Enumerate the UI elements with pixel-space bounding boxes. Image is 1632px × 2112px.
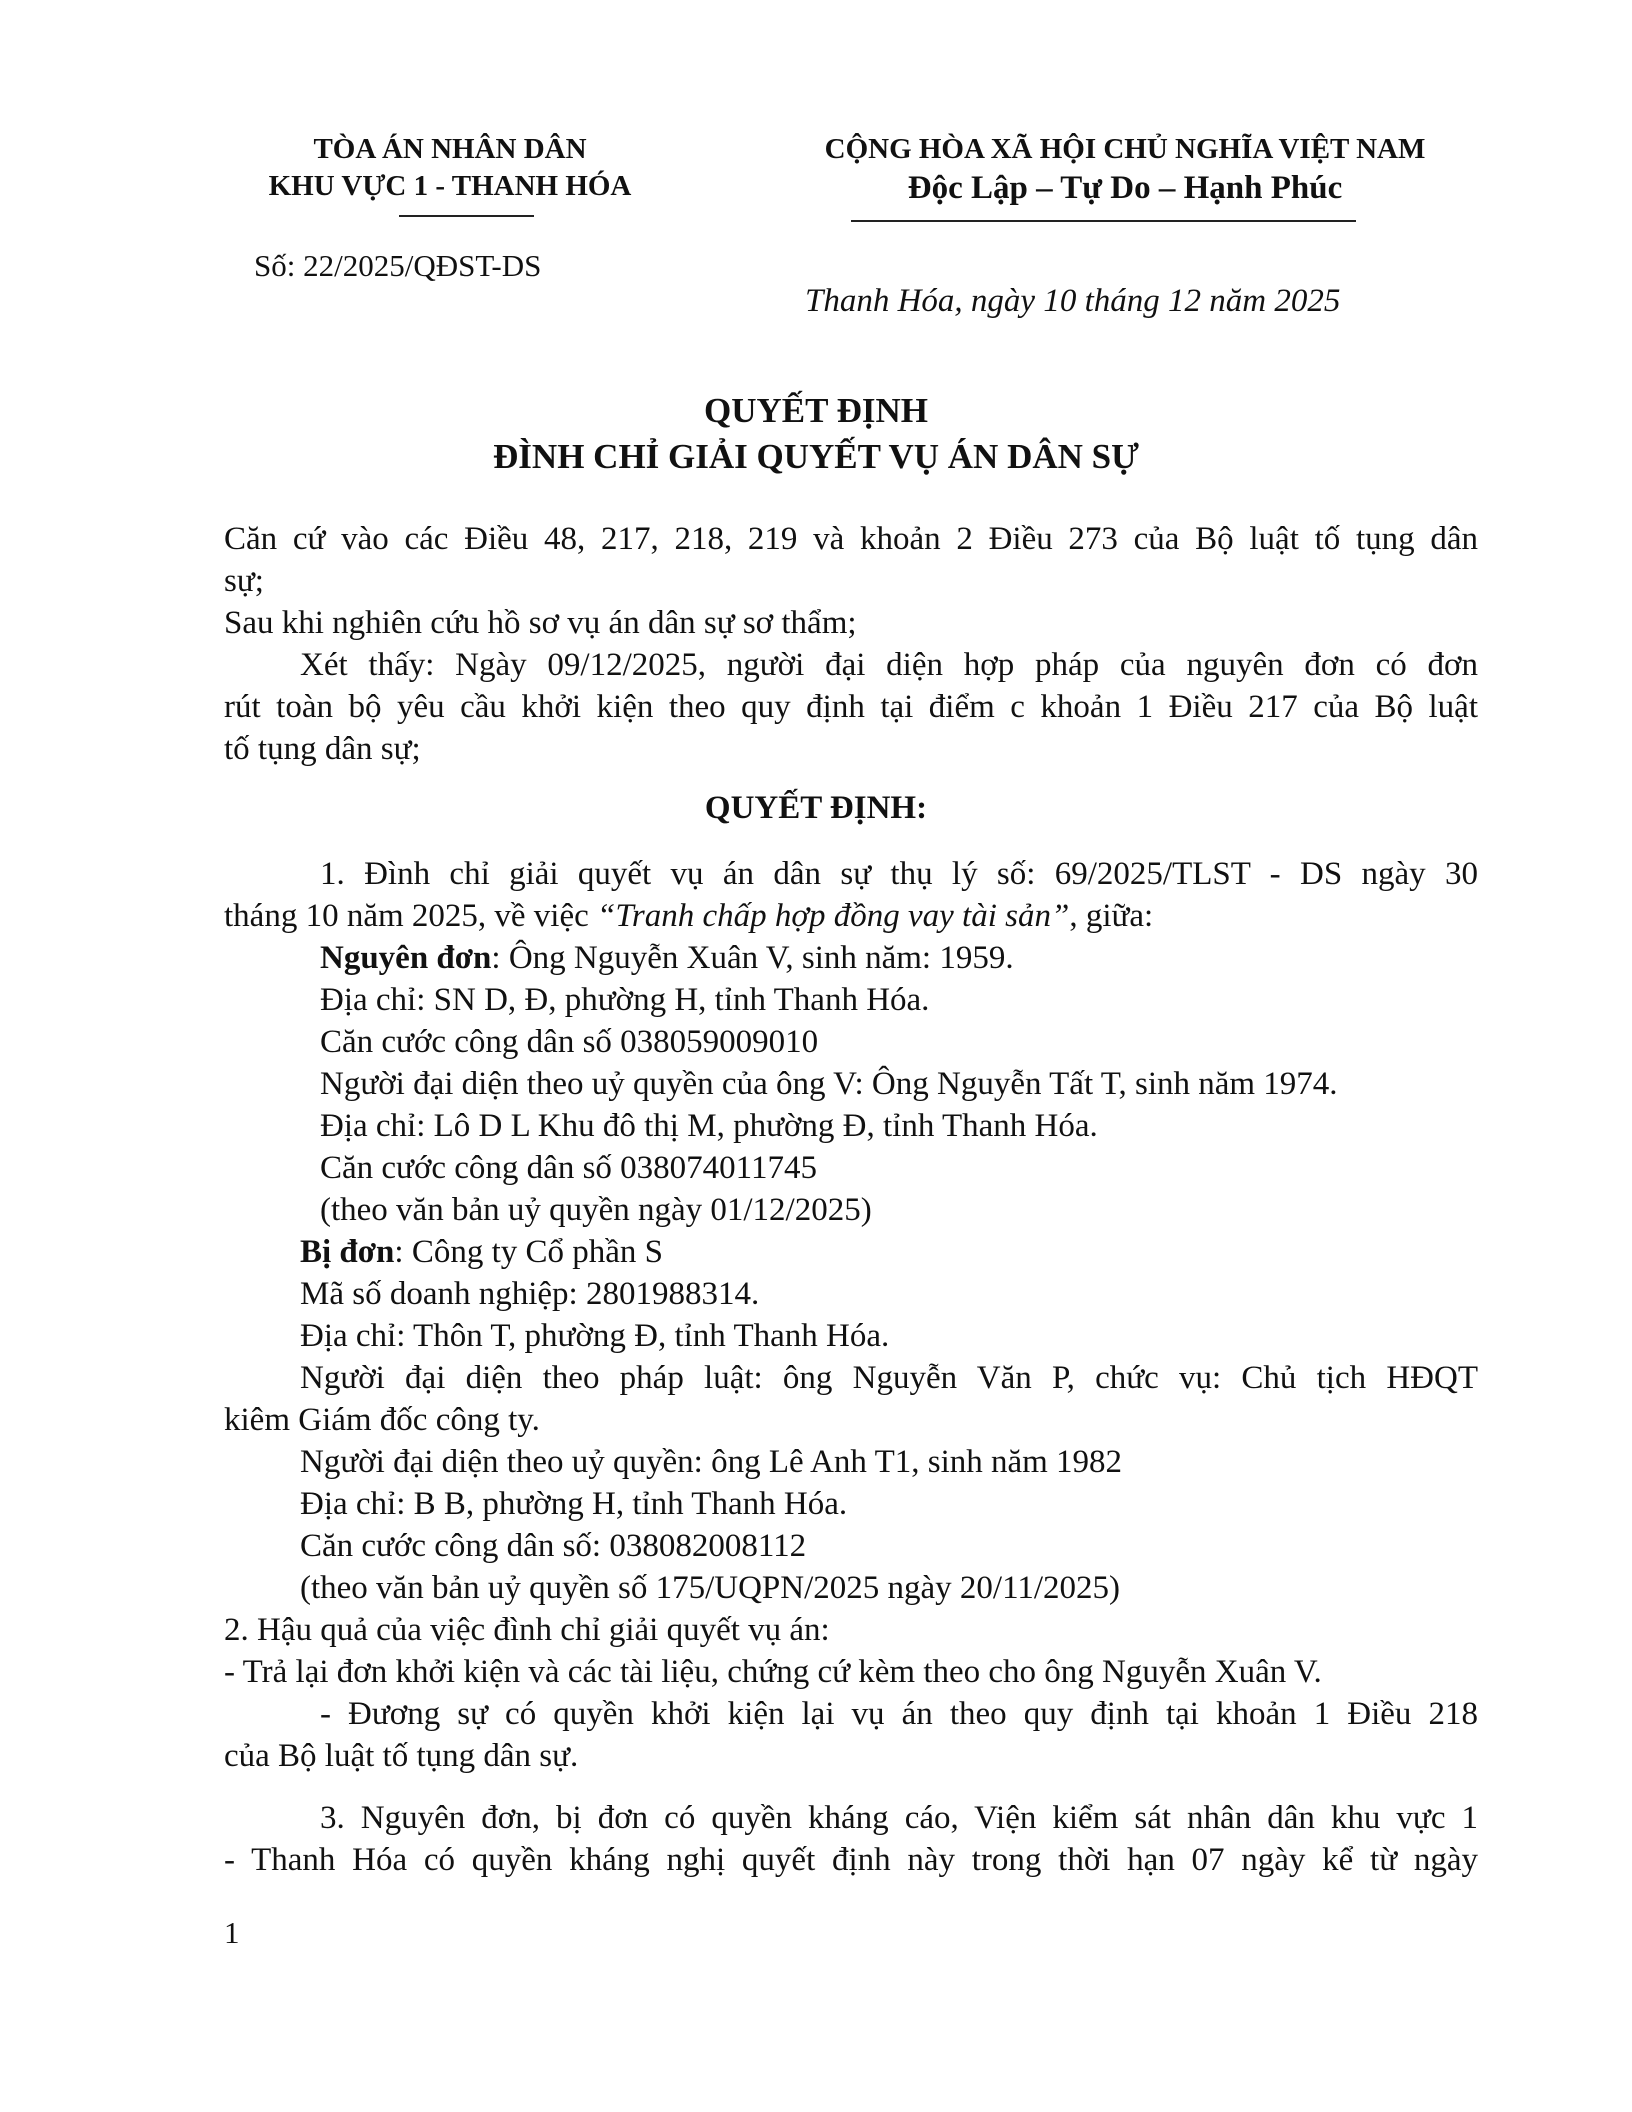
defendant-label: Bị đơn bbox=[300, 1234, 395, 1270]
item1-line2-prefix: tháng 10 năm 2025, về việc bbox=[224, 898, 597, 934]
item1-line2 bbox=[224, 895, 1153, 937]
plaintiff-rep-id: Căn cước công dân số 038074011745 bbox=[320, 1150, 817, 1186]
page-number: 1 bbox=[224, 1915, 240, 1950]
court-name-line1: TÒA ÁN NHÂN DÂN bbox=[313, 133, 587, 165]
item2-bullet1: - Trả lại đơn khởi kiện và các tài liệu, chứng cứ kèm theo cho ông Nguyễn Xuân V. bbox=[224, 1654, 1322, 1690]
nation-motto: Độc Lập – Tự Do – Hạnh Phúc bbox=[907, 170, 1343, 206]
court-name-line2: KHU VỰC 1 - THANH HÓA bbox=[268, 170, 632, 202]
item1-line1: 1. Đình chỉ giải quyết vụ án dân sự thụ lý số: 69/2025/TLST - DS ngày 30 bbox=[320, 856, 1478, 892]
consideration-line1: Xét thấy: Ngày 09/12/2025, người đại diện hợp pháp của nguyên đơn có đơn bbox=[300, 647, 1478, 683]
legal-basis-line2: sự; bbox=[224, 563, 264, 599]
plaintiff-rep-authorization: (theo văn bản uỷ quyền ngày 01/12/2025) bbox=[320, 1192, 872, 1228]
study-statement: Sau khi nghiên cứu hồ sơ vụ án dân sự sơ thẩm; bbox=[224, 605, 857, 641]
place-date: Thanh Hóa, ngày 10 tháng 12 năm 2025 bbox=[805, 283, 1341, 319]
plaintiff-name: : Ông Nguyễn Xuân V, sinh năm: 1959. bbox=[491, 940, 1014, 976]
item3-line2: - Thanh Hóa có quyền kháng nghị quyết định này trong thời hạn 07 ngày kể từ ngày bbox=[224, 1842, 1478, 1878]
document-number: Số: 22/2025/QĐST-DS bbox=[254, 248, 542, 283]
defendant-name: : Công ty Cổ phần S bbox=[394, 1234, 664, 1270]
plaintiff-id: Căn cước công dân số 038059009010 bbox=[320, 1024, 819, 1060]
defendant-auth-rep-address: Địa chỉ: B B, phường H, tỉnh Thanh Hóa. bbox=[300, 1486, 848, 1522]
legal-basis-line1: Căn cứ vào các Điều 48, 217, 218, 219 và khoản 2 Điều 273 của Bộ luật tố tụng dân bbox=[224, 521, 1478, 557]
consideration-line2: rút toàn bộ yêu cầu khởi kiện theo quy định tại điểm c khoản 1 Điều 217 của Bộ luật bbox=[224, 689, 1478, 725]
plaintiff-line bbox=[320, 937, 1014, 979]
document-subtitle: ĐÌNH CHỈ GIẢI QUYẾT VỤ ÁN DÂN SỰ bbox=[493, 437, 1139, 476]
item2-bullet2-line2: của Bộ luật tố tụng dân sự. bbox=[224, 1738, 579, 1774]
item2-heading: 2. Hậu quả của việc đình chỉ giải quyết vụ án: bbox=[224, 1612, 830, 1648]
case-subject: “Tranh chấp hợp đồng vay tài sản” bbox=[597, 898, 1070, 934]
defendant-address: Địa chỉ: Thôn T, phường Đ, tỉnh Thanh Hóa. bbox=[300, 1318, 890, 1354]
defendant-legal-rep-line1: Người đại diện theo pháp luật: ông Nguyễn Văn P, chức vụ: Chủ tịch HĐQT bbox=[300, 1360, 1478, 1396]
defendant-auth-rep-document: (theo văn bản uỷ quyền số 175/UQPN/2025 ngày 20/11/2025) bbox=[300, 1570, 1121, 1606]
court-underline bbox=[399, 215, 534, 217]
plaintiff-rep-address: Địa chỉ: Lô D L Khu đô thị M, phường Đ, tỉnh Thanh Hóa. bbox=[320, 1108, 1098, 1144]
consideration-line3: tố tụng dân sự; bbox=[224, 731, 421, 767]
item3-line1: 3. Nguyên đơn, bị đơn có quyền kháng cáo, Viện kiểm sát nhân dân khu vực 1 bbox=[320, 1800, 1478, 1836]
document-title: QUYẾT ĐỊNH bbox=[704, 391, 928, 430]
defendant-line bbox=[300, 1231, 663, 1273]
plaintiff-label: Nguyên đơn bbox=[320, 940, 492, 976]
item1-line2-suffix: , giữa: bbox=[1069, 898, 1154, 934]
defendant-auth-rep-id: Căn cước công dân số: 038082008112 bbox=[300, 1528, 807, 1564]
item2-bullet2-line1: - Đương sự có quyền khởi kiện lại vụ án theo quy định tại khoản 1 Điều 218 bbox=[320, 1696, 1478, 1732]
plaintiff-address: Địa chỉ: SN D, Đ, phường H, tỉnh Thanh Hóa. bbox=[320, 982, 930, 1018]
defendant-auth-rep: Người đại diện theo uỷ quyền: ông Lê Anh T1, sinh năm 1982 bbox=[300, 1444, 1123, 1480]
plaintiff-representative: Người đại diện theo uỷ quyền của ông V: Ông Nguyễn Tất T, sinh năm 1974. bbox=[320, 1066, 1338, 1102]
decision-heading: QUYẾT ĐỊNH: bbox=[704, 790, 928, 826]
motto-underline bbox=[851, 220, 1356, 222]
defendant-legal-rep-line2: kiêm Giám đốc công ty. bbox=[224, 1402, 540, 1438]
nation-name: CỘNG HÒA XÃ HỘI CHỦ NGHĨA VIỆT NAM bbox=[824, 133, 1426, 165]
defendant-tax-code: Mã số doanh nghiệp: 2801988314. bbox=[300, 1276, 760, 1312]
